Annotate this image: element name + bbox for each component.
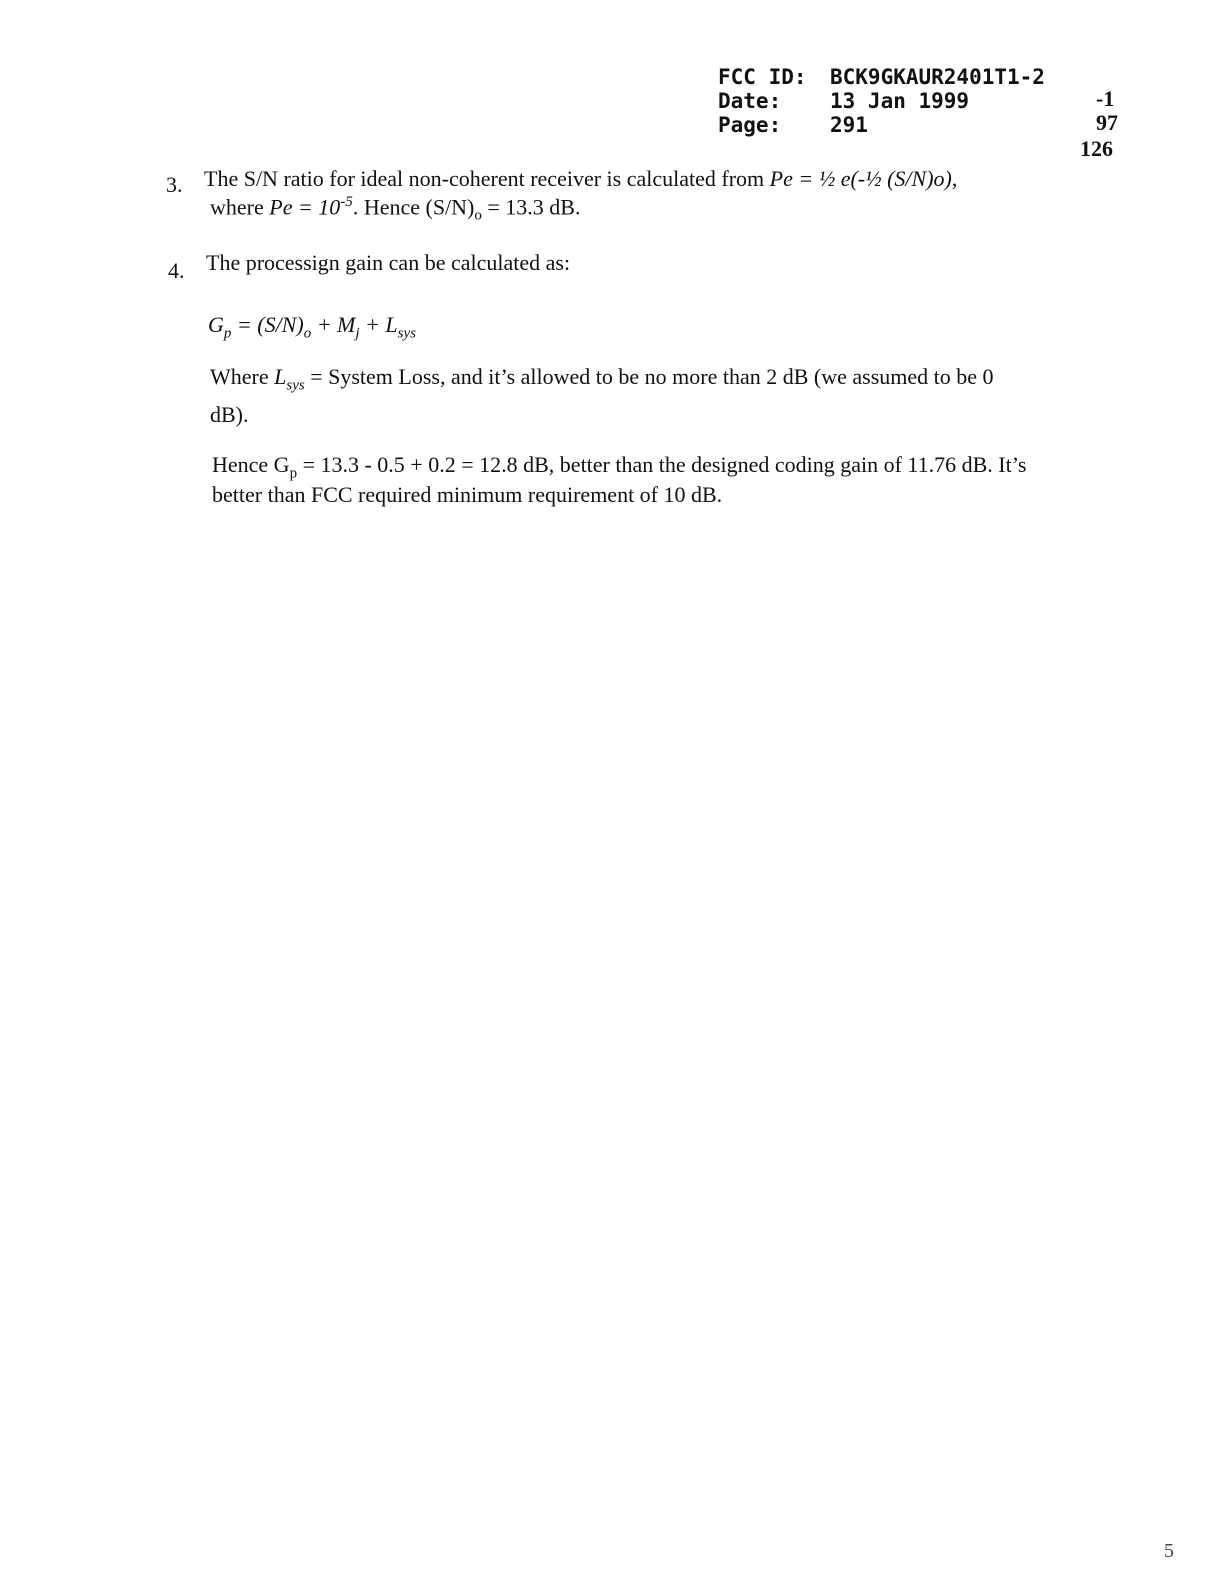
where-pre: Where <box>210 364 275 389</box>
formula-l: + L <box>359 312 398 337</box>
page-value: 291 <box>830 113 868 137</box>
fcc-id-label: FCC ID: <box>718 65 807 89</box>
hence-line-2: better than FCC required minimum requirement of 10 dB. <box>212 482 723 507</box>
side-number-2: 97 <box>1096 110 1118 135</box>
item-3-formula: Pe = ½ e(-½ (S/N)o), <box>769 166 958 191</box>
fcc-stamp <box>718 66 1098 146</box>
date-value: 13 Jan 1999 <box>830 89 970 113</box>
where-line-2: dB). <box>210 402 249 427</box>
date-label: Date: <box>718 89 782 113</box>
side-number-3: 126 <box>1080 136 1113 161</box>
processing-gain-formula <box>208 312 416 342</box>
hence-post: = 13.3 - 0.5 + 0.2 = 12.8 dB, better than the designed coding gain of 11.76 dB. It’s <box>297 452 1027 477</box>
item-3-sub-o: o <box>474 207 482 224</box>
item-4-number: 4. <box>168 258 185 283</box>
item-3-pe: Pe = 10 <box>269 194 341 220</box>
formula-gp: G <box>208 312 224 337</box>
item-3-where: where <box>210 194 264 220</box>
where-l: L <box>274 364 287 389</box>
item-3-result: = 13.3 dB. <box>481 194 581 220</box>
page-label: Page: <box>718 113 782 137</box>
item-3-hence: . Hence (S/N) <box>352 194 475 220</box>
hence-line-1 <box>212 452 1026 482</box>
where-post: = System Loss, and it’s allowed to be no more than 2 dB (we assumed to be 0 <box>304 364 994 389</box>
side-number-1: -1 <box>1096 86 1115 111</box>
item-3-line-2 <box>210 194 580 225</box>
formula-mj: + M <box>311 312 356 337</box>
where-l-sub: sys <box>286 377 305 394</box>
item-3-exponent: -5 <box>340 194 353 210</box>
formula-l-sub: sys <box>397 325 416 342</box>
item-3-line-1 <box>204 166 957 192</box>
formula-gp-sub: p <box>223 325 232 342</box>
item-4-intro: The processign gain can be calculated as: <box>206 250 571 275</box>
hence-pre: Hence G <box>212 452 290 477</box>
hence-sub: p <box>289 465 298 482</box>
item-3-number: 3. <box>166 172 183 197</box>
formula-o-sub: o <box>303 325 312 342</box>
item-3-text: The S/N ratio for ideal non-coherent receiver is calculated from <box>204 166 765 191</box>
footer-page-number: 5 <box>1164 1540 1174 1562</box>
formula-mj-sub: j <box>355 325 360 342</box>
where-line-1 <box>210 364 994 394</box>
fcc-id-value: BCK9GKAUR2401T1-2 <box>830 65 1045 89</box>
formula-sn: = (S/N) <box>231 312 304 337</box>
